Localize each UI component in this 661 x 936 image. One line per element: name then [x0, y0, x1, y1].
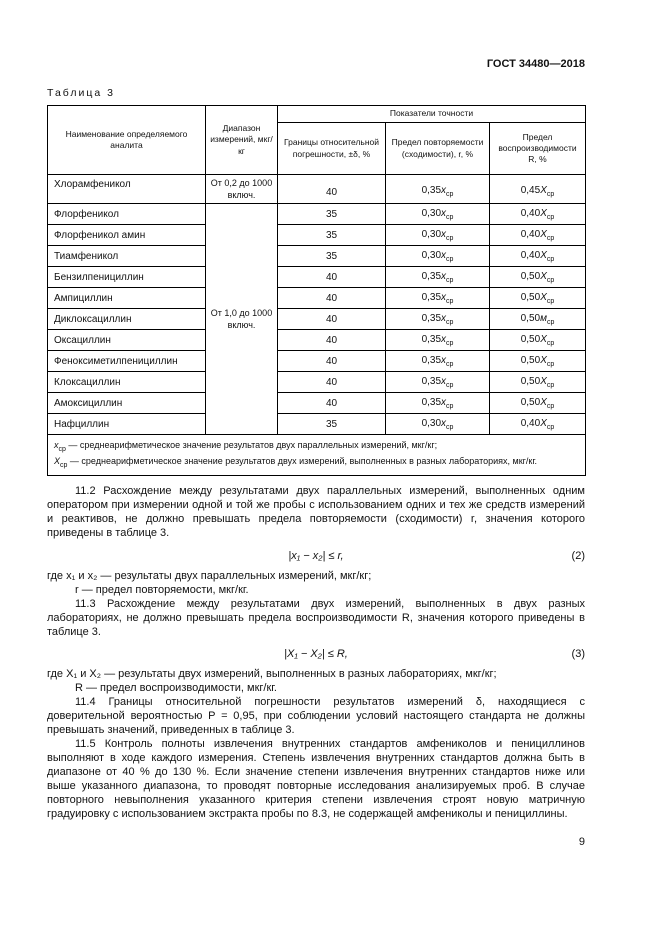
value-number: 0,35 [421, 333, 442, 345]
value-variable: м [540, 312, 547, 324]
formula-3 [47, 648, 585, 660]
footnote-X-avg [54, 455, 579, 470]
repeatability-cell [386, 204, 490, 225]
table-row [48, 246, 586, 267]
value-number: 0,50 [520, 333, 541, 345]
value-subscript: ср [546, 297, 555, 305]
analyte-name-cell: Оксациллин [48, 330, 206, 351]
formula-2 [47, 550, 585, 562]
value-subscript: ср [546, 381, 555, 389]
table-row [48, 330, 586, 351]
error-bounds-cell: 35 [278, 204, 386, 225]
repeatability-cell [386, 246, 490, 267]
value-number: 0,40 [520, 207, 541, 219]
where-clause-2-intro: где x₁ и x₂ — результаты двух параллельных измерений, мкг/кг; [47, 569, 372, 582]
analyte-name-cell: Тиамфеникол [48, 246, 206, 267]
column-group-accuracy: Показатели точности [278, 106, 586, 123]
value-variable: x [441, 207, 447, 219]
analyte-name-cell: Хлорамфеникол [48, 175, 206, 204]
value-variable: X [540, 417, 547, 429]
value-subscript: ср [546, 360, 555, 368]
error-bounds-cell: 35 [278, 225, 386, 246]
where-clause-2-r: r — предел повторяемости, мкг/кг. [75, 583, 249, 596]
value-variable: X [540, 185, 547, 197]
table-row [48, 175, 586, 204]
value-subscript: ср [446, 402, 454, 410]
value-variable: X [540, 270, 547, 282]
error-bounds-cell: 40 [278, 288, 386, 309]
formula-2-expression: |x₁ − x₂| ≤ r, [288, 549, 344, 562]
value-variable: x [441, 354, 447, 366]
range-cell-merged: От 1,0 до 1000 включ. [206, 204, 278, 435]
error-bounds-cell: 40 [278, 372, 386, 393]
formula-3-number: (3) [571, 648, 585, 661]
value-variable: X [540, 249, 547, 261]
analyte-name-cell: Флорфеникол [48, 204, 206, 225]
error-bounds-cell: 40 [278, 330, 386, 351]
analyte-name-cell: Бензилпенициллин [48, 267, 206, 288]
value-subscript: ср [446, 213, 454, 221]
repeatability-cell [386, 372, 490, 393]
value-number: 0,30 [421, 249, 442, 261]
value-variable: X [540, 396, 547, 408]
repeatability-cell [386, 175, 490, 204]
reproducibility-cell [490, 351, 586, 372]
table-row [48, 267, 586, 288]
value-variable: X [540, 207, 547, 219]
reproducibility-cell [490, 225, 586, 246]
repeatability-cell [386, 267, 490, 288]
value-variable: x [441, 228, 447, 240]
repeatability-cell [386, 309, 490, 330]
value-variable: x [441, 249, 447, 261]
error-bounds-cell: 35 [278, 246, 386, 267]
value-variable: X [540, 291, 547, 303]
error-bounds-cell: 40 [278, 351, 386, 372]
value-number: 0,50 [520, 354, 541, 366]
error-bounds-cell: 40 [278, 175, 386, 204]
analyte-name-cell: Амоксициллин [48, 393, 206, 414]
reproducibility-cell [490, 267, 586, 288]
footnote-text: — среднеарифметическое значение результатов двух измерений, выполненных в разных лабораториях, мкг/кг. [67, 455, 538, 466]
footnote-subscript: ср [58, 446, 66, 454]
error-bounds-cell: 35 [278, 414, 386, 435]
value-number: 0,30 [421, 228, 442, 240]
value-subscript: ср [546, 339, 555, 347]
value-number: 0,40 [520, 417, 541, 429]
value-variable: x [441, 270, 447, 282]
repeatability-cell [386, 288, 490, 309]
value-subscript: ср [446, 191, 454, 199]
value-subscript: ср [546, 213, 555, 221]
repeatability-cell [386, 393, 490, 414]
repeatability-cell [386, 225, 490, 246]
value-variable: X [540, 333, 547, 345]
value-number: 0,50 [520, 291, 541, 303]
footnote-symbol: x [54, 440, 59, 451]
error-bounds-cell: 40 [278, 267, 386, 288]
value-number: 0,50 [520, 270, 541, 282]
page-number: 9 [578, 836, 585, 849]
where-clause-3-intro: где X₁ и X₂ — результаты двух измерений, выполненных в разных лабораториях, мкг/кг; [47, 668, 497, 681]
analyte-name-cell: Диклоксациллин [48, 309, 206, 330]
value-subscript: ср [446, 276, 454, 284]
value-number: 0,35 [421, 396, 442, 408]
analyte-name-cell: Нафциллин [48, 414, 206, 435]
value-subscript: ср [446, 423, 454, 431]
accuracy-table [47, 105, 586, 476]
value-number: 0,35 [421, 270, 442, 282]
table-footnote [48, 435, 586, 475]
value-variable: x [441, 312, 447, 324]
analyte-name-cell: Феноксиметилпенициллин [48, 351, 206, 372]
paragraph-11-2: 11.2 Расхождение между результатами двух параллельных измерений, выполненных одним оператором при измерении одной и той же пробы с использованием одних и тех же средств измерений и реактивов, не должно превышать предела повторяемости (сходимости) r, значения которого приведены в таблице 3. [47, 484, 585, 539]
value-number: 0,50 [520, 375, 541, 387]
table-row [48, 309, 586, 330]
value-subscript: ср [446, 255, 454, 263]
analyte-name-cell: Клоксациллин [48, 372, 206, 393]
value-variable: X [540, 354, 547, 366]
table-row [48, 414, 586, 435]
value-variable: x [441, 333, 447, 345]
footnote-symbol: X [54, 455, 61, 466]
table-label: Таблица 3 [47, 87, 115, 99]
table-row [48, 393, 586, 414]
reproducibility-cell [490, 288, 586, 309]
reproducibility-cell [490, 309, 586, 330]
value-number: 0,35 [421, 291, 442, 303]
value-number: 0,35 [421, 354, 442, 366]
formula-2-number: (2) [571, 549, 585, 562]
value-number: 0,35 [421, 185, 442, 197]
value-subscript: ср [446, 234, 454, 242]
formula-3-expression: |X₁ − X₂| ≤ R, [284, 648, 348, 661]
value-variable: x [441, 417, 447, 429]
where-clause-3-R: R — предел воспроизводимости, мкг/кг. [75, 682, 277, 695]
value-number: 0,40 [520, 228, 541, 240]
error-bounds-cell: 40 [278, 393, 386, 414]
reproducibility-cell [490, 204, 586, 225]
reproducibility-cell [490, 393, 586, 414]
column-header-error-bounds: Границы относительной погрешности, ±δ, % [278, 123, 386, 175]
value-subscript: ср [546, 191, 555, 199]
column-header-repeatability: Предел повторяемости (сходимости), r, % [386, 123, 490, 175]
value-variable: x [441, 185, 447, 197]
value-subscript: ср [546, 318, 555, 326]
value-number: 0,40 [520, 249, 541, 261]
paragraph-11-4: 11.4 Границы относительной погрешности результатов измерений δ, находящиеся с доверительной вероятностью P = 0,95, при соблюдении условий настоящего стандарта не должны превышать значений, приведенных в таблице 3. [47, 696, 585, 737]
value-variable: x [441, 396, 447, 408]
range-cell-first: От 0,2 до 1000 включ. [206, 175, 278, 204]
paragraph-11-3: 11.3 Расхождение между результатами двух измерений, выполненных в двух разных лабораториях, не должно превышать предела воспроизводимости R, значения которого приведены в таблице 3. [47, 597, 585, 638]
table-row [48, 204, 586, 225]
value-number: 0,30 [421, 417, 442, 429]
value-subscript: ср [446, 339, 454, 347]
footnote-x-avg [54, 439, 579, 454]
value-variable: x [441, 291, 447, 303]
repeatability-cell [386, 414, 490, 435]
value-number: 0,35 [421, 375, 442, 387]
analyte-name-cell: Ампициллин [48, 288, 206, 309]
value-subscript: ср [446, 360, 454, 368]
value-variable: X [540, 375, 547, 387]
value-subscript: ср [446, 381, 454, 389]
reproducibility-cell [490, 246, 586, 267]
value-variable: x [441, 375, 447, 387]
analyte-name-cell: Флорфеникол амин [48, 225, 206, 246]
footnote-subscript: ср [60, 461, 68, 469]
column-header-reproducibility: Предел воспроизводимости R, % [490, 123, 586, 175]
value-variable: X [540, 228, 547, 240]
column-header-analyte: Наименование определяемого аналита [48, 106, 206, 175]
error-bounds-cell: 40 [278, 309, 386, 330]
value-subscript: ср [446, 297, 454, 305]
table-header-row-group [48, 106, 586, 123]
value-number: 0,45 [520, 185, 541, 197]
table-row [48, 351, 586, 372]
repeatability-cell [386, 351, 490, 372]
reproducibility-cell [490, 414, 586, 435]
table-row [48, 288, 586, 309]
footnote-text: — среднеарифметическое значение результатов двух параллельных измерений, мкг/кг; [65, 440, 438, 451]
repeatability-cell [386, 330, 490, 351]
value-subscript: ср [546, 276, 555, 284]
document-code: ГОСТ 34480—2018 [486, 58, 585, 70]
value-number: 0,50 [520, 312, 541, 324]
reproducibility-cell [490, 330, 586, 351]
value-number: 0,50 [520, 396, 541, 408]
value-subscript: ср [546, 234, 555, 242]
reproducibility-cell [490, 372, 586, 393]
value-subscript: ср [446, 318, 454, 326]
value-subscript: ср [546, 255, 555, 263]
reproducibility-cell [490, 175, 586, 204]
column-header-range: Диапазон измерений, мкг/кг [206, 106, 278, 175]
value-subscript: ср [546, 423, 555, 431]
value-subscript: ср [546, 402, 555, 410]
value-number: 0,35 [421, 312, 442, 324]
table-row [48, 225, 586, 246]
table-footnote-row [48, 435, 586, 475]
table-row [48, 372, 586, 393]
value-number: 0,30 [421, 207, 442, 219]
paragraph-11-5: 11.5 Контроль полноты извлечения внутренних стандартов амфениколов и пенициллинов выполняют в ходе каждого измерения. Степень извлечения внутренних стандартов должна быть в диапазоне от 40 % до 130 %. Если значение степени извлечения внутренних стандартов ниже или выше указанного диапазона, то проводят повторные исследования анализируемых проб. В случае повторного невыполнения указанного критерия степени извлечения строят новую матричную градуировку с использованием экстракта пробы по 8.3, не содержащей амфениколы и пенициллины. [47, 738, 585, 821]
